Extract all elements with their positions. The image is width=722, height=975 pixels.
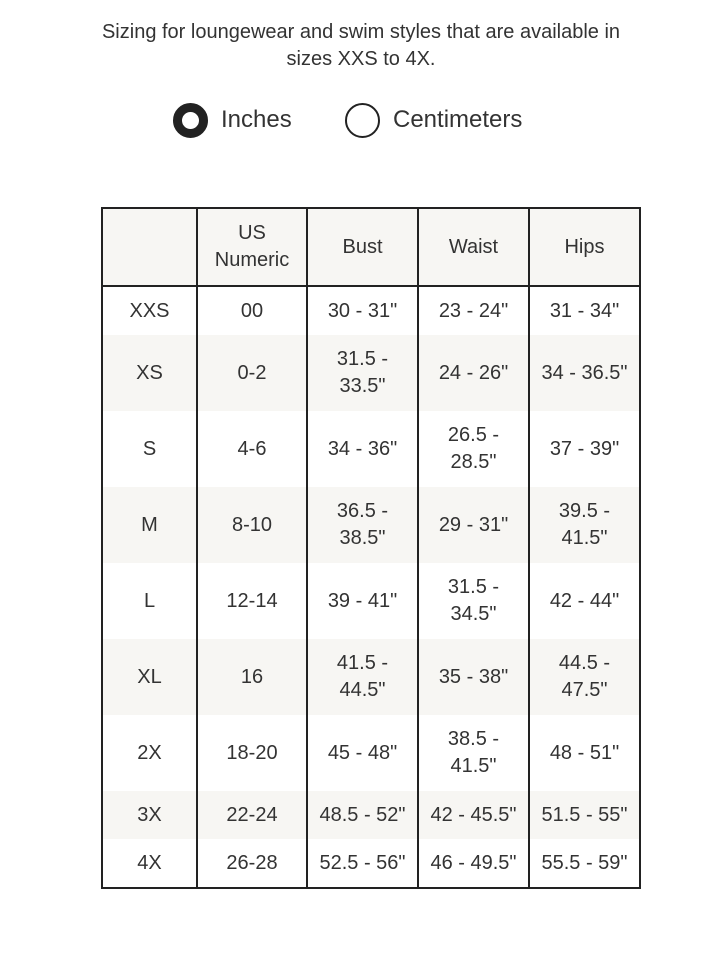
table-row: [102, 563, 640, 639]
us-numeric-cell: 22-24: [197, 791, 307, 839]
table-row: [102, 286, 640, 335]
size-cell: XS: [102, 335, 197, 411]
hips-cell: [529, 639, 640, 715]
bust-cell: [307, 715, 418, 791]
table-row: [102, 335, 640, 411]
hips-cell-line: 41.5": [561, 527, 608, 549]
hips-cell-line: 37 - 39": [549, 437, 620, 460]
table-row: [102, 715, 640, 791]
bust-cell: [307, 791, 418, 839]
bust-cell-line: 34 - 36": [327, 437, 398, 460]
hips-cell-line: 42 - 44": [549, 589, 620, 612]
header-us-numeric: [197, 208, 307, 286]
bust-cell-line: 44.5": [339, 679, 386, 701]
hips-cell: [529, 791, 640, 839]
waist-cell-line: 35 - 38": [438, 665, 509, 688]
bust-cell: [307, 563, 418, 639]
header-us-numeric-line-1: US: [238, 222, 266, 244]
waist-cell-line: 46 - 49.5": [430, 851, 517, 874]
hips-cell: [529, 563, 640, 639]
us-numeric-cell: 8-10: [197, 487, 307, 563]
hips-cell: [529, 839, 640, 888]
unit-label-centimeters: Centimeters: [393, 106, 523, 133]
unit-option-inches[interactable]: [173, 100, 292, 140]
waist-cell: [418, 563, 529, 639]
unit-label-inches: Inches: [221, 106, 292, 133]
bust-cell: [307, 286, 418, 335]
hips-cell-line: 39.5 -: [558, 500, 611, 522]
hips-cell: [529, 715, 640, 791]
us-numeric-cell: 00: [197, 286, 307, 335]
waist-cell-line: 38.5 -: [447, 728, 500, 750]
size-cell: XL: [102, 639, 197, 715]
hips-cell-line: 48 - 51": [549, 741, 620, 764]
waist-cell: [418, 335, 529, 411]
size-cell: S: [102, 411, 197, 487]
bust-cell-line: 38.5": [339, 527, 386, 549]
intro-line-2: sizes XXS to 4X.: [286, 48, 436, 70]
hips-cell-line: 51.5 - 55": [541, 803, 628, 826]
hips-cell: [529, 411, 640, 487]
table-row: [102, 791, 640, 839]
waist-cell-line: 42 - 45.5": [430, 803, 517, 826]
waist-cell: [418, 286, 529, 335]
size-cell: XXS: [102, 286, 197, 335]
size-cell: 4X: [102, 839, 197, 888]
hips-cell-line: 44.5 -: [558, 652, 611, 674]
bust-cell-line: 39 - 41": [327, 589, 398, 612]
table-header-row: [102, 208, 640, 286]
us-numeric-cell: 12-14: [197, 563, 307, 639]
table-row: [102, 639, 640, 715]
hips-cell: [529, 286, 640, 335]
waist-cell-line: 28.5": [450, 451, 497, 473]
waist-cell-line: 24 - 26": [438, 361, 509, 384]
bust-cell-line: 45 - 48": [327, 741, 398, 764]
radio-checked-icon[interactable]: [173, 103, 208, 138]
bust-cell-line: 30 - 31": [327, 299, 398, 322]
waist-cell-line: 41.5": [450, 755, 497, 777]
header-size: [102, 208, 197, 286]
size-cell: 3X: [102, 791, 197, 839]
intro-line-1: Sizing for loungewear and swim styles that are available in: [101, 21, 621, 43]
bust-cell-line: 36.5 -: [336, 500, 389, 522]
size-cell: L: [102, 563, 197, 639]
waist-cell-line: 26.5 -: [447, 424, 500, 446]
hips-cell-line: 31 - 34": [549, 299, 620, 322]
us-numeric-cell: 4-6: [197, 411, 307, 487]
bust-cell-line: 33.5": [339, 375, 386, 397]
header-waist: Waist: [418, 208, 529, 286]
bust-cell: [307, 411, 418, 487]
bust-cell-line: 52.5 - 56": [319, 851, 406, 874]
bust-cell-line: 41.5 -: [336, 652, 389, 674]
hips-cell-line: 34 - 36.5": [541, 361, 628, 384]
bust-cell: [307, 839, 418, 888]
waist-cell-line: 23 - 24": [438, 299, 509, 322]
waist-cell: [418, 411, 529, 487]
bust-cell-line: 48.5 - 52": [319, 803, 406, 826]
hips-cell-line: 55.5 - 59": [541, 851, 628, 874]
size-cell: 2X: [102, 715, 197, 791]
header-us-numeric-line-2: Numeric: [214, 249, 290, 271]
us-numeric-cell: 26-28: [197, 839, 307, 888]
hips-cell: [529, 487, 640, 563]
waist-cell: [418, 715, 529, 791]
intro-text: [40, 19, 682, 73]
unit-toggle: [0, 100, 722, 140]
bust-cell: [307, 487, 418, 563]
bust-cell: [307, 335, 418, 411]
unit-option-centimeters[interactable]: [345, 100, 522, 140]
bust-cell-line: 31.5 -: [336, 348, 389, 370]
us-numeric-cell: 0-2: [197, 335, 307, 411]
waist-cell: [418, 791, 529, 839]
us-numeric-cell: 16: [197, 639, 307, 715]
radio-unchecked-icon[interactable]: [345, 103, 380, 138]
header-bust: Bust: [307, 208, 418, 286]
table-row: [102, 487, 640, 563]
size-chart-table: [101, 207, 641, 889]
table-row: [102, 411, 640, 487]
us-numeric-cell: 18-20: [197, 715, 307, 791]
size-cell: M: [102, 487, 197, 563]
bust-cell: [307, 639, 418, 715]
hips-cell: [529, 335, 640, 411]
waist-cell-line: 29 - 31": [438, 513, 509, 536]
waist-cell: [418, 839, 529, 888]
header-hips: Hips: [529, 208, 640, 286]
waist-cell: [418, 487, 529, 563]
hips-cell-line: 47.5": [561, 679, 608, 701]
table-body: [102, 286, 640, 888]
table-row: [102, 839, 640, 888]
waist-cell-line: 34.5": [450, 603, 497, 625]
waist-cell-line: 31.5 -: [447, 576, 500, 598]
waist-cell: [418, 639, 529, 715]
